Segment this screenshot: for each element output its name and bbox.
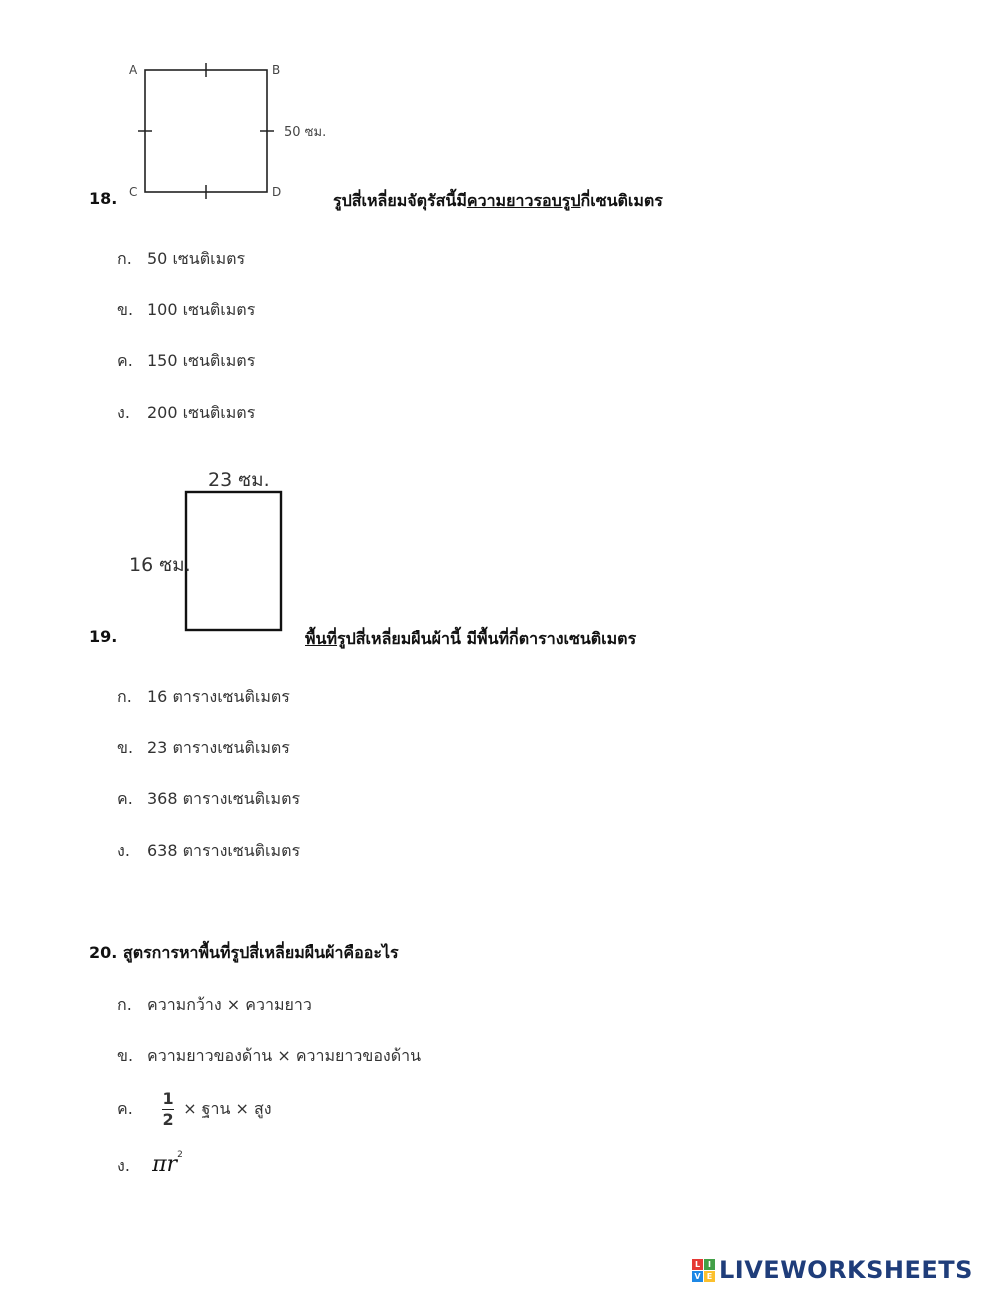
option-label: ก. bbox=[117, 249, 132, 268]
q20-option-c[interactable] bbox=[117, 1090, 272, 1129]
option-text: 368 ตารางเซนติเมตร bbox=[147, 789, 301, 808]
q20-number: 20. bbox=[89, 943, 118, 962]
fraction bbox=[162, 1090, 174, 1129]
liveworksheets-logo bbox=[692, 1255, 973, 1285]
option-text: 150 เซนติเมตร bbox=[147, 351, 256, 370]
option-label: ค. bbox=[117, 351, 133, 370]
option-label: ข. bbox=[117, 738, 134, 757]
option-label: ก. bbox=[117, 995, 132, 1014]
logo-tile: V bbox=[692, 1271, 703, 1282]
option-text: ความกว้าง × ความยาว bbox=[147, 995, 312, 1014]
q18-option-a[interactable] bbox=[117, 247, 245, 272]
q20-option-a[interactable] bbox=[117, 993, 312, 1018]
option-label: ง. bbox=[117, 1156, 130, 1175]
q20-text: สูตรการหาพื้นที่รูปสี่เหลี่ยมผืนผ้าคืออะไร bbox=[122, 943, 399, 962]
q19-text-underlined: พื้นที่ bbox=[305, 629, 338, 648]
q18-text-after: กี่เซนติเมตร bbox=[580, 191, 663, 210]
q19-option-b[interactable] bbox=[117, 736, 290, 761]
pi-r-formula: πr bbox=[152, 1152, 178, 1177]
option-text: 638 ตารางเซนติเมตร bbox=[147, 841, 301, 860]
q18-option-c[interactable] bbox=[117, 349, 255, 374]
q18-text-before: รูปสี่เหลี่ยมจัตุรัสนี้มี bbox=[333, 191, 467, 210]
corner-b-label: B bbox=[272, 63, 281, 77]
q18-number: 18. bbox=[89, 189, 118, 208]
q18-text-underlined: ความยาวรอบรูป bbox=[466, 191, 581, 210]
q19-option-c[interactable] bbox=[117, 787, 300, 812]
option-label: ง. bbox=[117, 841, 130, 860]
q18-question bbox=[333, 189, 663, 214]
q19-rectangle-figure bbox=[125, 465, 305, 637]
logo-tile: E bbox=[704, 1271, 715, 1282]
q20-option-b[interactable] bbox=[117, 1044, 421, 1069]
corner-d-label: D bbox=[272, 185, 282, 199]
q19-number: 19. bbox=[89, 627, 118, 646]
logo-tile: I bbox=[704, 1259, 715, 1270]
logo-tiles-icon bbox=[692, 1259, 715, 1282]
top-length-label: 23 ซม. bbox=[208, 469, 270, 491]
q18-option-b[interactable] bbox=[117, 298, 255, 323]
option-text: 23 ตารางเซนติเมตร bbox=[147, 738, 290, 757]
option-text: 16 ตารางเซนติเมตร bbox=[147, 687, 290, 706]
q18-option-d[interactable] bbox=[117, 401, 255, 426]
option-text: ความยาวของด้าน × ความยาวของด้าน bbox=[147, 1046, 422, 1065]
option-label: ค. bbox=[117, 789, 133, 808]
option-label: ข. bbox=[117, 1046, 134, 1065]
option-label: ง. bbox=[117, 403, 130, 422]
fraction-denominator: 2 bbox=[162, 1110, 174, 1129]
q19-question bbox=[305, 627, 636, 652]
option-text: × ฐาน × สูง bbox=[183, 1099, 272, 1118]
exponent: 2 bbox=[177, 1150, 183, 1160]
logo-text: LIVEWORKSHEETS bbox=[719, 1256, 973, 1284]
q18-square-figure bbox=[120, 55, 350, 205]
q19-option-a[interactable] bbox=[117, 685, 290, 710]
side-length-label: 50 ซม. bbox=[284, 125, 327, 140]
option-text: 50 เซนติเมตร bbox=[147, 249, 246, 268]
q20-question bbox=[89, 941, 399, 966]
option-label: ข. bbox=[117, 300, 134, 319]
option-label: ค. bbox=[117, 1099, 133, 1118]
corner-c-label: C bbox=[129, 185, 138, 199]
fraction-numerator: 1 bbox=[162, 1089, 174, 1108]
logo-tile: L bbox=[692, 1259, 703, 1270]
q19-option-d[interactable] bbox=[117, 839, 300, 864]
left-length-label: 16 ซม. bbox=[129, 554, 191, 576]
option-text: 100 เซนติเมตร bbox=[147, 300, 256, 319]
option-text: 200 เซนติเมตร bbox=[147, 403, 256, 422]
q20-option-d[interactable] bbox=[117, 1152, 183, 1179]
option-label: ก. bbox=[117, 687, 132, 706]
corner-a-label: A bbox=[129, 63, 138, 77]
q19-text-after: รูปสี่เหลี่ยมผืนผ้านี้ มีพื้นที่กี่ตารางเซนติเมตร bbox=[337, 629, 637, 648]
